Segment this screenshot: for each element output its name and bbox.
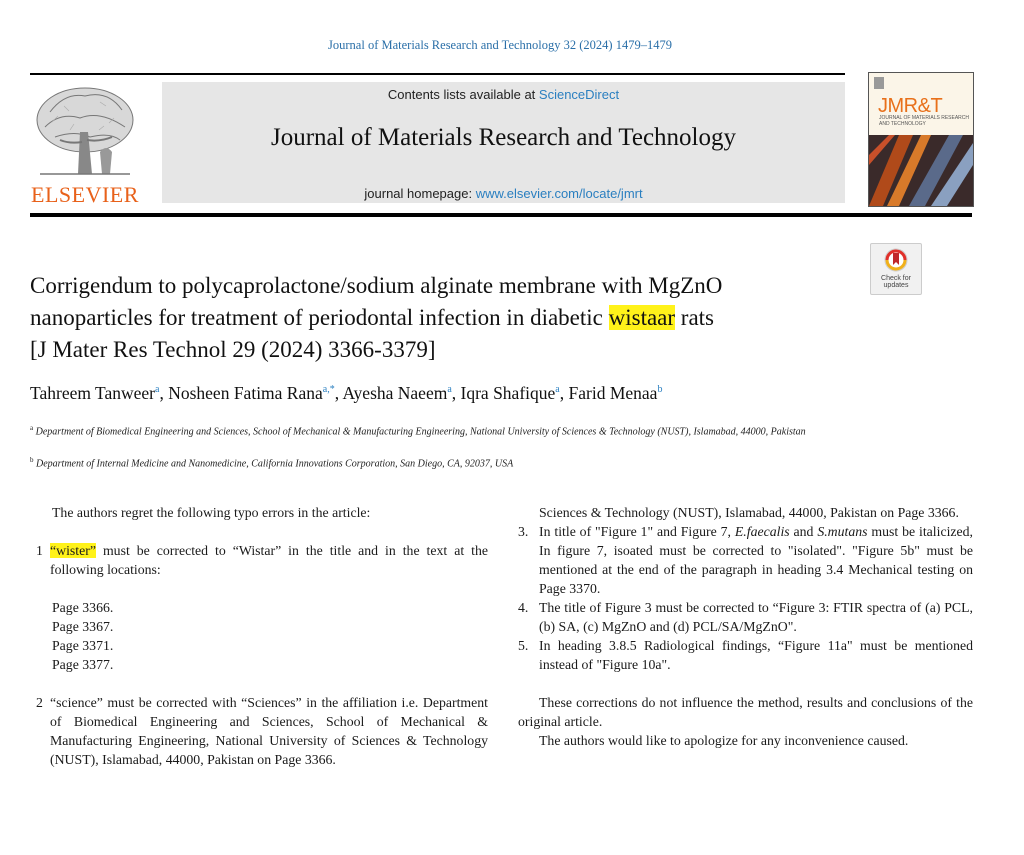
- article-title: [30, 270, 860, 366]
- highlighted-wister: “wister”: [50, 543, 96, 558]
- author-name: Tahreem Tanweer: [30, 383, 156, 403]
- item-2-text: “science” must be corrected with “Sciences” in the affiliation i.e. Department of Biomedical Engineering and Sciences, School of Mechanical & Manufacturing Engineering, National University of Sciences & Technology (NUST), Islamabad, 44000, Pakistan on Page 3366.: [50, 695, 488, 767]
- affiliation-text: Department of Internal Medicine and Nanomedicine, California Innovations Corporation, San Diego, CA, 92037, USA: [36, 458, 514, 470]
- page-list: [36, 598, 488, 674]
- check-updates-icon: [871, 244, 921, 276]
- item-number: 5.: [518, 638, 529, 653]
- title-line-1: Corrigendum to polycaprolactone/sodium alginate membrane with MgZnO: [30, 273, 723, 298]
- title-line-2: [30, 302, 860, 334]
- header-bottom-rule: [30, 213, 972, 217]
- affiliation-text: Department of Biomedical Engineering and Sciences, School of Mechanical & Manufacturing Engineering, National University of Sciences & Technology (NUST), Islamabad, 44000, Pakistan: [35, 426, 806, 438]
- elsevier-wordmark: ELSEVIER: [31, 182, 139, 207]
- correction-item-4: [518, 598, 973, 636]
- item-3-text-c: and: [789, 524, 818, 539]
- page-ref: Page 3366.: [52, 600, 114, 615]
- journal-title: Journal of Materials Research and Technology: [270, 124, 736, 151]
- journal-citation: Journal of Materials Research and Technology 32 (2024) 1479–1479: [328, 38, 672, 52]
- closing-paragraph-1: These corrections do not influence the method, results and conclusions of the original article.: [518, 695, 973, 729]
- author-name: Nosheen Fatima Rana: [168, 383, 323, 403]
- highlighted-wistaar: wistaar: [608, 305, 676, 330]
- author-separator: ,: [451, 383, 461, 403]
- homepage-prefix: journal homepage:: [364, 186, 476, 201]
- check-for-updates-button[interactable]: [870, 243, 922, 295]
- author-list: [30, 383, 890, 404]
- author-affiliation-marker[interactable]: a,*: [322, 384, 335, 395]
- title-line-3: [J Mater Res Technol 29 (2024) 3366-3379]: [30, 337, 436, 362]
- cover-image: [869, 135, 973, 206]
- contents-prefix: Contents lists available at: [387, 87, 539, 102]
- item-3-species-2: S.mutans: [817, 524, 868, 539]
- item-number: 3.: [518, 524, 529, 539]
- header-top-rule: [30, 73, 845, 75]
- affiliation-b: [30, 453, 830, 471]
- item-5-text: In heading 3.8.5 Radiological findings, “Figure 11a" must be mentioned instead of "Figure 10a".: [539, 638, 973, 672]
- title-line-2-pre: nanoparticles for treatment of periodontal infection in diabetic: [30, 305, 609, 330]
- correction-item-5: [518, 636, 973, 674]
- author-affiliation-marker[interactable]: a: [555, 384, 560, 395]
- author-affiliation-marker[interactable]: a: [155, 384, 160, 395]
- item-2-continued: Sciences & Technology (NUST), Islamabad, 44000, Pakistan on Page 3366.: [539, 505, 959, 520]
- correction-item-3: [518, 522, 973, 598]
- correction-item-2: [36, 693, 488, 767]
- author-affiliation-marker[interactable]: a: [447, 384, 452, 395]
- author-separator: ,: [559, 383, 569, 403]
- affiliation-marker: b: [30, 456, 34, 464]
- item-3-species-1: E.faecalis: [734, 524, 790, 539]
- contents-line: [162, 87, 845, 102]
- item-3-text-a: In title of "Figure 1" and Figure 7,: [539, 524, 735, 539]
- body-left-column: [36, 503, 488, 767]
- cover-logo: JMR&T: [878, 95, 943, 117]
- journal-masthead: [162, 82, 845, 203]
- page-ref: Page 3371.: [52, 638, 114, 653]
- page-ref: Page 3377.: [52, 657, 114, 672]
- body-right-column: [518, 503, 973, 750]
- author-separator: ,: [334, 383, 343, 403]
- author-separator: ,: [159, 383, 169, 403]
- sciencedirect-link[interactable]: ScienceDirect: [538, 87, 620, 102]
- page-ref: Page 3367.: [52, 619, 114, 634]
- cover-subtitle: JOURNAL OF MATERIALS RESEARCH AND TECHNOLOGY: [879, 115, 970, 127]
- closing-paragraph-2: The authors would like to apologize for any inconvenience caused.: [539, 733, 909, 748]
- item-number: 4.: [518, 600, 529, 615]
- correction-item-1: [36, 541, 488, 579]
- check-updates-label: Check for updates: [881, 275, 911, 289]
- author-name: Farid Menaa: [568, 383, 658, 403]
- intro-paragraph: The authors regret the following typo errors in the article:: [52, 505, 371, 520]
- item-number: 2: [36, 695, 43, 710]
- cover-elsevier-icon: [874, 77, 884, 89]
- affiliation-a: [30, 421, 830, 439]
- journal-cover[interactable]: [868, 72, 974, 207]
- elsevier-logo: [30, 82, 140, 210]
- affiliation-marker: a: [30, 424, 34, 432]
- homepage-line: [162, 186, 845, 201]
- item-3-text-e: must be italicized, In figure 7, isoated must be corrected to "isolated". "Figure 5b" must be mentioned at the end of the paragraph in heading 3.4 Mechanical testing on Page 3370.: [539, 524, 973, 596]
- author-name: Ayesha Naeem: [342, 383, 448, 403]
- elsevier-tree-icon: [30, 82, 140, 182]
- item-1-text: must be corrected to “Wistar” in the title and in the text at the following locations:: [50, 543, 488, 577]
- journal-homepage-link[interactable]: www.elsevier.com/locate/jmrt: [475, 186, 643, 201]
- item-number: 1: [36, 543, 43, 558]
- author-name: Iqra Shafique: [460, 383, 556, 403]
- item-4-text: The title of Figure 3 must be corrected to “Figure 3: FTIR spectra of (a) PCL, (b) SA, (c) MgZnO and (d) PCL/SA/MgZnO".: [539, 600, 973, 634]
- title-line-2-post: rats: [675, 305, 715, 330]
- author-affiliation-marker[interactable]: b: [657, 384, 663, 395]
